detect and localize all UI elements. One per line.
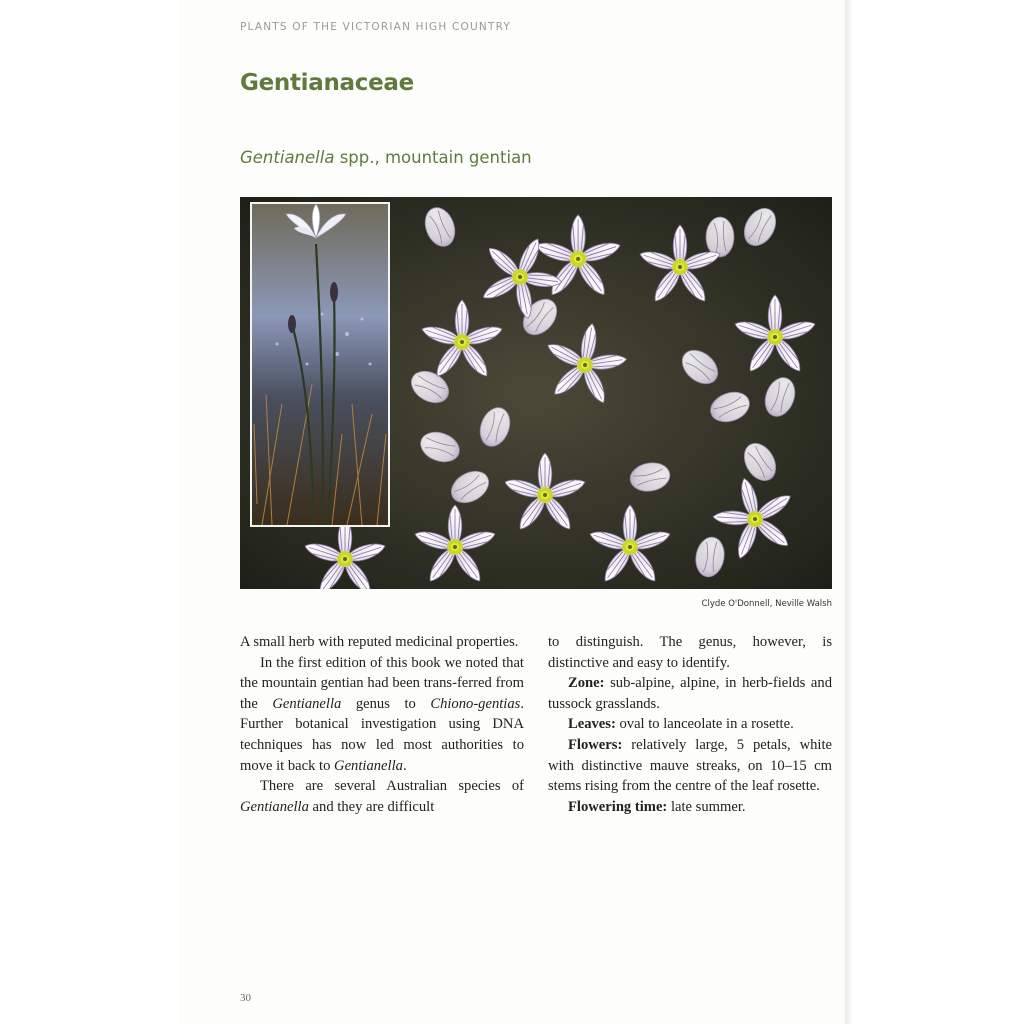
field-label: Flowers: xyxy=(568,736,623,753)
field-value: sub-alpine, alpine, in herb-fields and tussock grasslands. xyxy=(548,675,832,712)
paragraph-continuation: to distinguish. The genus, however, is distinctive and easy to identify. xyxy=(548,634,832,671)
family-title: Gentianaceae xyxy=(240,70,414,96)
field-label: Leaves: xyxy=(568,716,616,733)
text-span: genus to xyxy=(341,695,431,712)
body-column-left xyxy=(240,632,524,817)
running-head: PLANTS OF THE VICTORIAN HIGH COUNTRY xyxy=(240,21,512,33)
field-zone xyxy=(548,673,832,714)
species-genus: Gentianella xyxy=(240,148,335,167)
text-span: . xyxy=(402,757,407,774)
field-flowers xyxy=(548,735,832,797)
inset-photo xyxy=(250,202,390,527)
text-span: and they are difficult xyxy=(308,798,435,815)
genus-name: Gentianella xyxy=(240,798,309,815)
body-column-right xyxy=(548,632,832,817)
photo-credit: Clyde O'Donnell, Neville Walsh xyxy=(701,599,832,609)
field-value: oval to lanceolate in a rosette. xyxy=(615,716,794,733)
text-span: . Further botanical investigation using DNA techniques has now led most authorities to move it back to xyxy=(240,695,524,774)
field-label: Zone: xyxy=(568,675,605,692)
gentian-photo xyxy=(240,197,832,589)
genus-name: Chiono-gentias xyxy=(430,695,521,712)
page-gutter xyxy=(845,0,853,1024)
genus-name: Gentianella xyxy=(272,695,342,712)
text-span: In the first edition of this book we noted that the mountain gentian had been trans-ferred from the xyxy=(240,654,524,712)
species-common-name: spp., mountain gentian xyxy=(334,148,532,167)
paragraph-first-edition xyxy=(240,653,524,777)
field-flowering-time xyxy=(548,797,832,818)
paragraph-species xyxy=(240,776,524,817)
field-label: Flowering time: xyxy=(568,798,668,815)
paragraph-intro: A small herb with reputed medicinal properties. xyxy=(240,634,519,650)
gentian-stem-image xyxy=(252,204,388,525)
field-leaves xyxy=(548,714,832,735)
text-span: There are several Australian species of xyxy=(260,778,524,795)
field-value: relatively large, 5 petals, white with distinctive mauve streaks, on 10–15 cm stems rising from the centre of the leaf rosette. xyxy=(548,736,832,795)
page-number: 30 xyxy=(240,992,251,1004)
species-title xyxy=(240,148,532,167)
genus-name: Gentianella xyxy=(334,757,403,774)
field-value: late summer. xyxy=(667,798,746,815)
